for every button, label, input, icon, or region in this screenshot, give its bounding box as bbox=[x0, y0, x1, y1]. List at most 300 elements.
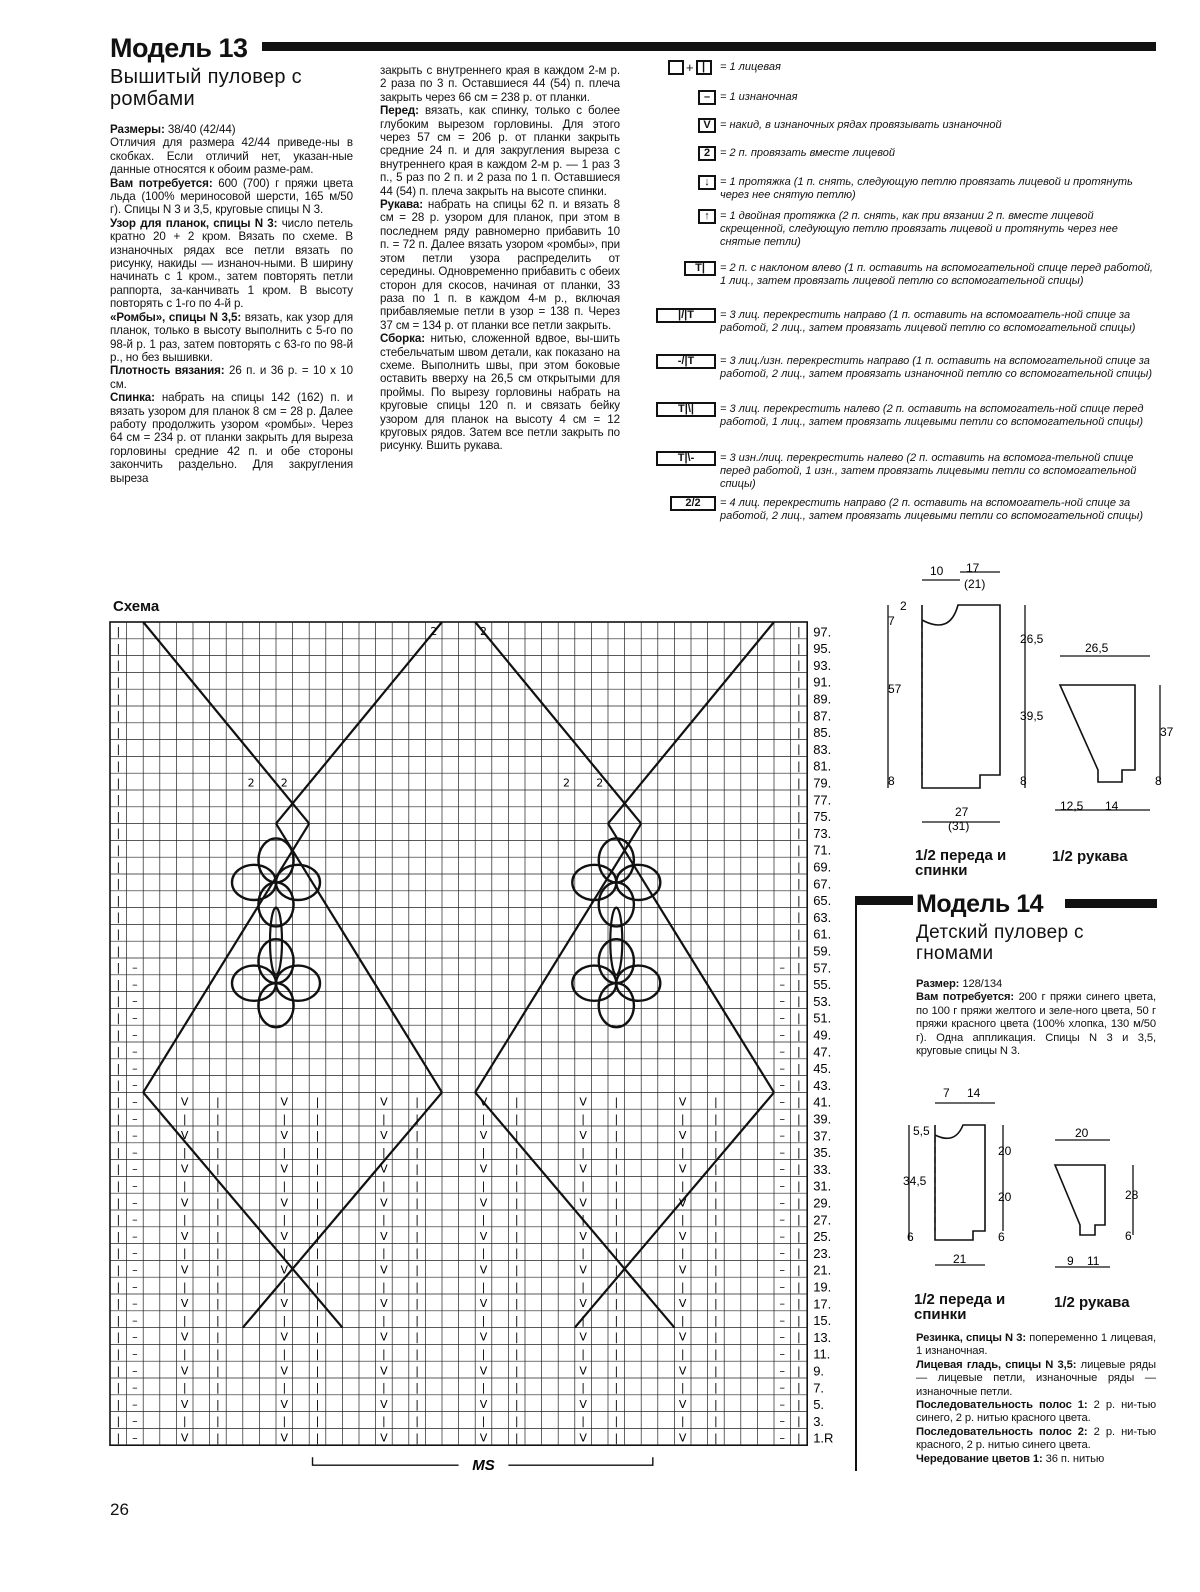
chart-symbol: | bbox=[216, 1145, 220, 1159]
chart-symbol: | bbox=[216, 1246, 220, 1260]
flower-petal bbox=[599, 983, 634, 1027]
chart-symbol: | bbox=[382, 1112, 386, 1126]
chart-symbol: V bbox=[280, 1095, 289, 1109]
chart-symbol: | bbox=[116, 776, 121, 790]
legend-symbol bbox=[656, 402, 716, 417]
chart-row-label: 43. bbox=[813, 1077, 832, 1093]
chart-symbol: V bbox=[579, 1129, 587, 1143]
chart-symbol: | bbox=[581, 1347, 585, 1361]
chart-symbol: – bbox=[779, 1213, 786, 1227]
chart-symbol: | bbox=[116, 1297, 121, 1311]
chart-symbol: – bbox=[132, 1330, 138, 1344]
paragraph-heading: Размеры: bbox=[110, 123, 165, 136]
model14-col2-paragraph bbox=[916, 1453, 1156, 1466]
dimension-label: 39,5 bbox=[1020, 709, 1044, 723]
chart-symbol: | bbox=[797, 1381, 801, 1395]
flower-petal bbox=[599, 882, 634, 926]
chart-symbol: | bbox=[116, 877, 121, 891]
chart-symbol: | bbox=[797, 809, 801, 823]
chart-symbol: | bbox=[797, 1229, 801, 1243]
chart-symbol: | bbox=[182, 1246, 187, 1260]
chart-symbol: | bbox=[282, 1313, 287, 1327]
chart-symbol: V bbox=[180, 1297, 189, 1311]
chart-symbol: | bbox=[216, 1179, 220, 1193]
chart-symbol: | bbox=[415, 1364, 419, 1378]
model13-col2-paragraph bbox=[380, 198, 620, 332]
chart-symbol: V bbox=[579, 1297, 587, 1311]
page-number: 26 bbox=[110, 1500, 129, 1519]
chart-symbol: | bbox=[116, 1011, 121, 1025]
front-back-outline bbox=[922, 605, 1000, 788]
legend-symbol bbox=[698, 90, 716, 105]
chart-symbol: | bbox=[797, 843, 801, 857]
chart-symbol: | bbox=[797, 725, 801, 739]
chart-symbol: V bbox=[479, 1431, 488, 1445]
chart-symbol: | bbox=[382, 1381, 386, 1395]
chart-symbol: | bbox=[315, 1364, 320, 1378]
model13-col1-paragraph bbox=[110, 391, 353, 485]
chart-symbol: | bbox=[116, 994, 121, 1008]
chart-row-label: 61. bbox=[813, 926, 832, 942]
legend-symbol bbox=[698, 209, 716, 224]
chart-symbol: | bbox=[315, 1145, 320, 1159]
chart-symbol: – bbox=[132, 1364, 138, 1378]
chart-symbol: | bbox=[714, 1179, 718, 1193]
model14-title-rule bbox=[1065, 899, 1157, 908]
paragraph-heading: Чередование цветов 1: bbox=[916, 1452, 1043, 1465]
chart-row-label: 17. bbox=[813, 1296, 832, 1312]
chart-symbol: – bbox=[779, 961, 786, 975]
chart-symbol: V bbox=[479, 1263, 488, 1277]
chart-symbol: | bbox=[382, 1213, 386, 1227]
chart-symbol: | bbox=[481, 1112, 486, 1126]
chart-symbol: – bbox=[132, 1129, 138, 1143]
dimension-label: 21 bbox=[953, 1252, 967, 1266]
chart-symbol: V bbox=[678, 1196, 687, 1210]
chart-symbol: V bbox=[280, 1397, 289, 1411]
chart-symbol: | bbox=[797, 1112, 801, 1126]
chart-symbol: | bbox=[797, 1162, 801, 1176]
dimension-label: 8 bbox=[1155, 774, 1162, 788]
chart-symbol: | bbox=[797, 692, 801, 706]
chart-symbol: – bbox=[132, 1196, 138, 1210]
chart-symbol: | bbox=[797, 1246, 801, 1260]
chart-symbol: | bbox=[797, 977, 801, 991]
dimension-label: 14 bbox=[1105, 799, 1119, 813]
chart-row-label: 27. bbox=[813, 1212, 832, 1228]
chart-symbol: | bbox=[116, 1213, 121, 1227]
chart-row-label: 93. bbox=[813, 657, 832, 673]
chart-symbol: | bbox=[514, 1263, 519, 1277]
chart-symbol: | bbox=[714, 1397, 718, 1411]
chart-symbol: | bbox=[116, 977, 121, 991]
chart-symbol: | bbox=[182, 1280, 187, 1294]
dimension-label: 12,5 bbox=[1060, 799, 1084, 813]
chart-symbol: | bbox=[680, 1112, 685, 1126]
chart-symbol: | bbox=[481, 1145, 486, 1159]
chart-symbol: | bbox=[116, 641, 121, 655]
chart-symbol: | bbox=[182, 1381, 187, 1395]
chart-row-label: 23. bbox=[813, 1245, 832, 1261]
chart-symbol: | bbox=[714, 1246, 718, 1260]
chart-symbol: | bbox=[182, 1213, 187, 1227]
chart-symbol: | bbox=[116, 843, 121, 857]
chart-symbol: V bbox=[579, 1397, 587, 1411]
chart-symbol: V bbox=[280, 1330, 289, 1344]
chart-symbol: | bbox=[614, 1431, 619, 1445]
chart-symbol: | bbox=[116, 759, 121, 773]
dimension-label: 6 bbox=[1125, 1229, 1132, 1243]
chart-symbol: | bbox=[797, 1297, 801, 1311]
chart-symbol: | bbox=[714, 1145, 718, 1159]
dimension-label: 7 bbox=[888, 614, 895, 628]
chart-symbol: | bbox=[797, 1263, 801, 1277]
chart-symbol: | bbox=[714, 1162, 718, 1176]
model13-text-column-1 bbox=[110, 123, 353, 485]
chart-symbol: | bbox=[514, 1364, 519, 1378]
chart-symbol: – bbox=[779, 1313, 786, 1327]
dimension-label: 14 bbox=[967, 1086, 981, 1100]
model14-col2-paragraph bbox=[916, 1332, 1156, 1359]
chart-symbol: | bbox=[797, 944, 801, 958]
chart-symbol: – bbox=[132, 1213, 138, 1227]
chart-symbol: V bbox=[380, 1162, 388, 1176]
paragraph-heading: Рукава: bbox=[380, 198, 424, 212]
chart-symbol: V bbox=[479, 1162, 488, 1176]
chart-symbol: V bbox=[579, 1330, 587, 1344]
chart-symbol: | bbox=[714, 1347, 718, 1361]
dimension-label: 34,5 bbox=[903, 1174, 927, 1188]
chart-symbol: | bbox=[797, 1196, 801, 1210]
chart-row-label: 83. bbox=[813, 741, 832, 757]
chart-row-label: 91. bbox=[813, 674, 832, 690]
chart-symbol: | bbox=[714, 1263, 718, 1277]
chart-row-label: 95. bbox=[813, 641, 832, 657]
paragraph-text: 36 п. нитью bbox=[1042, 1452, 1105, 1465]
chart-symbol: – bbox=[132, 994, 138, 1008]
chart-symbol: – bbox=[779, 1028, 786, 1042]
chart-symbol: | bbox=[116, 1078, 121, 1092]
chart-symbol: | bbox=[315, 1263, 320, 1277]
chart-symbol: | bbox=[797, 1045, 801, 1059]
chart-symbol: | bbox=[182, 1347, 187, 1361]
chart-symbol: | bbox=[282, 1347, 287, 1361]
chart-symbol: – bbox=[779, 1061, 786, 1075]
chart-symbol: – bbox=[779, 1431, 786, 1445]
paragraph-heading: Вам потребуется: bbox=[110, 176, 213, 190]
chart-symbol: | bbox=[282, 1280, 287, 1294]
chart-symbol: | bbox=[797, 1364, 801, 1378]
chart-symbol: V bbox=[479, 1129, 488, 1143]
chart-symbol: | bbox=[797, 1129, 801, 1143]
paragraph-text: 600 (700) г пряжи цвета льда (100% мериносовой шерсти, 165 м/50 г). Спицы N 3 и 3,5, круговые спицы N 3. bbox=[110, 176, 353, 217]
chart-row-label: 47. bbox=[813, 1044, 832, 1060]
chart-symbol: V bbox=[180, 1196, 189, 1210]
legend-symbol-glyph: -/|T bbox=[656, 354, 716, 369]
chart-symbol: V bbox=[678, 1364, 687, 1378]
chart-symbol: | bbox=[116, 809, 121, 823]
chart-symbol: | bbox=[481, 1179, 486, 1193]
chart-symbol: | bbox=[797, 776, 801, 790]
chart-symbol: | bbox=[581, 1112, 585, 1126]
chart-symbol: | bbox=[797, 709, 801, 723]
chart-row-label: 37. bbox=[813, 1128, 832, 1144]
chart-symbol: | bbox=[116, 1061, 121, 1075]
chart-symbol: | bbox=[216, 1280, 220, 1294]
chart-symbol: | bbox=[116, 944, 121, 958]
chart-symbol: | bbox=[614, 1330, 619, 1344]
chart-symbol: | bbox=[216, 1330, 220, 1344]
chart-symbol: V bbox=[678, 1263, 687, 1277]
chart-symbol: | bbox=[382, 1145, 386, 1159]
chart-symbol: | bbox=[116, 961, 121, 975]
chart-symbol: | bbox=[680, 1280, 685, 1294]
chart-symbol: | bbox=[116, 1414, 121, 1428]
chart-symbol: | bbox=[415, 1162, 419, 1176]
chart-symbol: | bbox=[581, 1213, 585, 1227]
chart-symbol: | bbox=[481, 1213, 486, 1227]
chart-symbol: | bbox=[797, 641, 801, 655]
chart-symbol: | bbox=[116, 1095, 121, 1109]
chart-symbol: V bbox=[280, 1129, 289, 1143]
model14-subtitle-1: Детский пуловер с bbox=[916, 922, 1084, 943]
chart-symbol: | bbox=[614, 1280, 619, 1294]
chart-symbol: – bbox=[779, 1414, 786, 1428]
chart-symbol: | bbox=[282, 1246, 287, 1260]
chart-symbol: | bbox=[680, 1347, 685, 1361]
legend-description: = 1 двойная протяжка (2 п. снять, как при вязании 2 п. вместе лицевой скрещенной, следующую петлю провязать лицевой и протянуть через нее снятые петли) bbox=[720, 210, 1118, 249]
chart-symbol: | bbox=[315, 1246, 320, 1260]
chart-symbol: V bbox=[479, 1229, 488, 1243]
chart-symbol: V bbox=[180, 1431, 189, 1445]
chart-row-label: 11. bbox=[813, 1346, 831, 1362]
legend-description: = 1 лицевая bbox=[720, 61, 781, 73]
dimension-label: 27 bbox=[955, 805, 969, 819]
chart-symbol: | bbox=[116, 1196, 121, 1210]
chart-symbol: | bbox=[797, 759, 801, 773]
paragraph-heading: «Ромбы», спицы N 3,5: bbox=[110, 310, 242, 324]
chart-symbol: | bbox=[282, 1145, 287, 1159]
chart-symbol: 2 bbox=[480, 625, 487, 639]
chart-symbol: | bbox=[116, 1229, 121, 1243]
chart-symbol: | bbox=[182, 1414, 187, 1428]
legend-symbol bbox=[698, 175, 716, 190]
chart-symbol: | bbox=[514, 1297, 519, 1311]
flower-petal bbox=[572, 865, 616, 900]
chart-symbol: | bbox=[116, 742, 121, 756]
chart-symbol: V bbox=[579, 1196, 587, 1210]
chart-symbol: | bbox=[116, 910, 121, 924]
repeat-bracket bbox=[313, 1457, 653, 1474]
chart-symbol: | bbox=[282, 1112, 287, 1126]
chart-row-label: 45. bbox=[813, 1061, 832, 1077]
chart-symbol: | bbox=[581, 1414, 585, 1428]
model13-schematic-label-front: 1/2 переда и спинки bbox=[915, 847, 1007, 879]
chart-symbol: | bbox=[614, 1145, 619, 1159]
chart-symbol: | bbox=[514, 1129, 519, 1143]
model13-schematic-label-sleeve: 1/2 рукава bbox=[1052, 848, 1128, 865]
paragraph-text: 26 п. и 36 р. = 10 х 10 см. bbox=[110, 364, 353, 391]
chart-symbol: – bbox=[779, 1112, 786, 1126]
chart-symbol: | bbox=[116, 1129, 121, 1143]
chart-symbol: | bbox=[216, 1297, 220, 1311]
model14-col2-paragraph bbox=[916, 1426, 1156, 1453]
chart-symbol: V bbox=[678, 1095, 687, 1109]
legend-symbol-glyph: T| bbox=[684, 261, 716, 276]
chart-symbol: V bbox=[180, 1162, 189, 1176]
chart-row-label: 1.R bbox=[813, 1430, 834, 1446]
chart-symbol: V bbox=[380, 1263, 388, 1277]
legend-description: = 2 п. провязать вместе лицевой bbox=[720, 147, 895, 159]
chart-symbol: | bbox=[797, 1397, 801, 1411]
chart-symbol: | bbox=[581, 1381, 585, 1395]
chart-symbol: | bbox=[315, 1330, 320, 1344]
chart-symbol: | bbox=[797, 877, 801, 891]
chart-symbol: 2 bbox=[596, 776, 604, 790]
paragraph-text: лицевые ряды — лицевые петли, изнаночные ряды — изнаночные петли. bbox=[916, 1358, 1156, 1398]
paragraph-heading: Плотность вязания: bbox=[110, 364, 225, 378]
chart-grid bbox=[110, 622, 807, 1445]
dimension-label: 20 bbox=[998, 1190, 1012, 1204]
chart-symbol: | bbox=[614, 1213, 619, 1227]
paragraph-heading: Спинка: bbox=[110, 391, 155, 405]
dimension-label: 7 bbox=[943, 1086, 950, 1100]
chart-symbol: – bbox=[779, 1045, 786, 1059]
chart-symbol: | bbox=[415, 1297, 419, 1311]
chart-row-label: 81. bbox=[813, 758, 832, 774]
model14-title-rule-left bbox=[855, 896, 913, 905]
chart-symbol: | bbox=[797, 961, 801, 975]
chart-symbol: – bbox=[132, 1045, 138, 1059]
chart-symbol: | bbox=[216, 1397, 220, 1411]
chart-symbol: | bbox=[116, 1330, 121, 1344]
chart-symbol: – bbox=[132, 1431, 138, 1445]
dimension-label: 8 bbox=[1020, 774, 1027, 788]
chart-symbol: | bbox=[415, 1263, 419, 1277]
chart-symbol: | bbox=[116, 1313, 121, 1327]
chart-row-label: 25. bbox=[813, 1229, 832, 1245]
chart-symbol: V bbox=[380, 1397, 388, 1411]
chart-row-labels bbox=[813, 624, 833, 1445]
chart-symbol: V bbox=[678, 1229, 687, 1243]
chart-symbol: | bbox=[415, 1095, 419, 1109]
paragraph-text: набрать на спицы 142 (162) п. и вязать узором для планок 8 см = 28 р. Далее работу продолжить узором «ромбы». Через 64 см = 234 р. от планки закрыть для выреза горловины средние 42 п. и обе стороны закончить раздельно. Для закругления выреза bbox=[110, 391, 353, 485]
chart-symbol: – bbox=[132, 1112, 138, 1126]
dimension-label: 2 bbox=[900, 599, 907, 613]
model14-schematic-label-sleeve: 1/2 рукава bbox=[1054, 1294, 1130, 1311]
chart-symbol: | bbox=[415, 1397, 419, 1411]
paragraph-text: закрыть с внутреннего края в каждом 2-м р. 2 раза по 3 п. Оставшиеся 44 (54) п. плеча закрыть через 66 см = 238 р. от планки. bbox=[380, 64, 620, 104]
chart-symbol: | bbox=[797, 1095, 801, 1109]
chart-symbol: | bbox=[514, 1213, 519, 1227]
chart-symbol: V bbox=[280, 1263, 289, 1277]
paragraph-heading: Вам потребуется: bbox=[916, 991, 1015, 1004]
embroidery-flower bbox=[572, 939, 660, 1027]
chart-symbol: | bbox=[680, 1179, 685, 1193]
chart-symbol: | bbox=[797, 1280, 801, 1294]
chart-symbol: | bbox=[182, 1145, 187, 1159]
chart-symbol: | bbox=[514, 1381, 519, 1395]
chart-symbol: | bbox=[514, 1246, 519, 1260]
chart-symbol: | bbox=[182, 1313, 187, 1327]
chart-symbol: | bbox=[116, 1162, 121, 1176]
chart-symbol: V bbox=[479, 1196, 488, 1210]
chart-symbol: V bbox=[380, 1330, 388, 1344]
chart-symbol: | bbox=[714, 1431, 718, 1445]
model14-col2-paragraph bbox=[916, 1399, 1156, 1426]
paragraph-text: 128/134 bbox=[959, 978, 1003, 990]
chart-symbol: | bbox=[514, 1397, 519, 1411]
chart-row-label: 75. bbox=[813, 809, 832, 825]
chart-row-label: 5. bbox=[813, 1397, 825, 1413]
chart-symbol: | bbox=[514, 1112, 519, 1126]
chart-row-label: 57. bbox=[813, 960, 832, 976]
chart-symbol: – bbox=[779, 1280, 786, 1294]
chart-symbol: | bbox=[614, 1129, 619, 1143]
chart-symbol: – bbox=[132, 1414, 138, 1428]
paragraph-heading: Сборка: bbox=[380, 332, 425, 346]
chart-symbol: | bbox=[116, 1347, 121, 1361]
chart-symbol: | bbox=[282, 1381, 287, 1395]
chart-symbol: V bbox=[380, 1229, 388, 1243]
chart-symbol: | bbox=[581, 1246, 585, 1260]
chart-symbol: | bbox=[614, 1347, 619, 1361]
chart-row-label: 79. bbox=[813, 775, 832, 791]
chart-symbol: | bbox=[514, 1179, 519, 1193]
chart-symbol: V bbox=[479, 1297, 488, 1311]
chart-symbol: – bbox=[132, 1280, 138, 1294]
chart-symbol: | bbox=[514, 1095, 519, 1109]
model14-left-rule bbox=[855, 896, 857, 1471]
chart-symbol: | bbox=[614, 1179, 619, 1193]
chart-symbol: | bbox=[282, 1213, 287, 1227]
chart-symbol: | bbox=[116, 1431, 121, 1445]
dimension-label: 20 bbox=[1075, 1126, 1089, 1140]
chart-symbol: – bbox=[132, 1028, 138, 1042]
chart-symbol: – bbox=[779, 1263, 786, 1277]
chart-row-label: 67. bbox=[813, 876, 832, 892]
chart-symbol: | bbox=[514, 1347, 519, 1361]
chart-row-label: 65. bbox=[813, 893, 832, 909]
chart-symbol: | bbox=[481, 1414, 486, 1428]
chart-symbol: | bbox=[415, 1112, 419, 1126]
chart-symbol: V bbox=[678, 1397, 687, 1411]
paragraph-text: набрать на спицы 62 п. и вязать 8 см = 28 р. узором для планок, при этом в последнем ряду равномерно прибавить 10 п. = 72 п. Далее вязать узором «ромбы», при этом петли узора распределить от середины. Одновременно прибавить с обеих сторон для скосов, начиная от планки, 33 раза по 1 п. в каждом 4-м р., включая прибавляемые петли в узор = 138 п. Через 37 см = 134 р. от планки все петли закрыть. bbox=[380, 198, 620, 332]
legend-description: = 1 изнаночная bbox=[720, 91, 798, 103]
chart-symbol: V bbox=[579, 1162, 587, 1176]
chart-symbol: | bbox=[514, 1196, 519, 1210]
chart-symbol: V bbox=[380, 1431, 388, 1445]
paragraph-heading: Последовательность полос 1: bbox=[916, 1399, 1088, 1412]
dimension-label: 11 bbox=[1087, 1254, 1100, 1268]
chart-symbol: – bbox=[779, 977, 786, 991]
dimension-label: (31) bbox=[948, 819, 970, 833]
chart-symbol: | bbox=[116, 1246, 121, 1260]
legend-symbol-glyph: ↓ bbox=[698, 175, 716, 190]
chart-symbol: | bbox=[116, 1045, 121, 1059]
paragraph-text: попеременно 1 лицевая, 1 изнаночная. bbox=[916, 1332, 1156, 1358]
chart-symbol: | bbox=[282, 1179, 287, 1193]
legend-symbol bbox=[656, 451, 716, 466]
dimension-label: 9 bbox=[1067, 1254, 1074, 1268]
legend-symbol bbox=[698, 118, 716, 133]
legend-symbol-glyph: T|\| bbox=[656, 402, 716, 417]
legend-symbol-glyph: ↑ bbox=[698, 209, 716, 224]
chart-symbol: | bbox=[481, 1313, 486, 1327]
model14-subtitle-2: гномами bbox=[916, 943, 994, 964]
chart-symbol: V bbox=[479, 1397, 488, 1411]
chart-symbol: V bbox=[180, 1129, 189, 1143]
